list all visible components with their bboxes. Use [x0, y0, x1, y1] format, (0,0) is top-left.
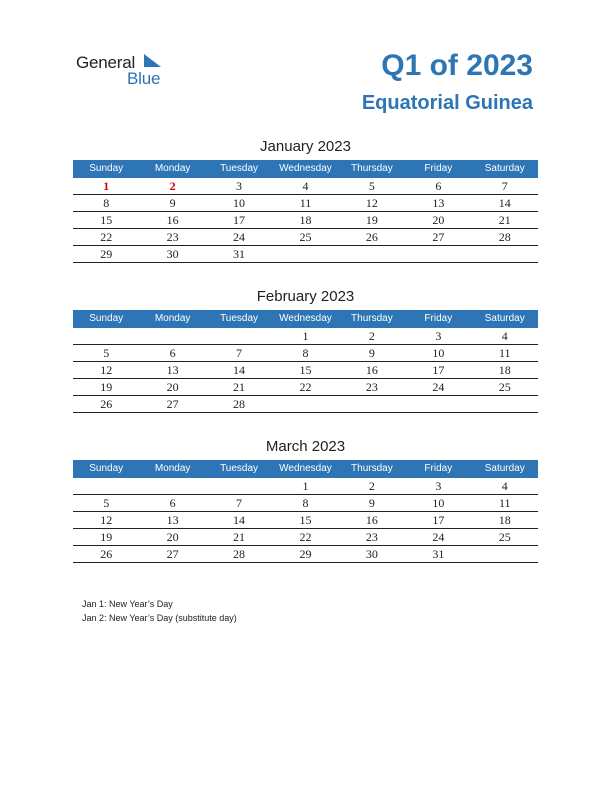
- day-cell: 15: [100, 213, 113, 227]
- week-row: [73, 345, 538, 362]
- empty-day-cell: [73, 478, 139, 494]
- day-cell: 23: [166, 230, 179, 244]
- day-cell: 31: [432, 547, 445, 561]
- day-cell: 4: [302, 179, 309, 193]
- empty-day-cell: [206, 328, 272, 344]
- month-calendar-march: [73, 437, 538, 563]
- weekday-label: Sunday: [89, 313, 124, 324]
- month-title: February 2023: [256, 288, 355, 305]
- empty-day-cell: [472, 246, 538, 262]
- day-cell: 24: [432, 380, 445, 394]
- day-cell: 28: [233, 547, 246, 561]
- day-cell: 19: [100, 380, 113, 394]
- empty-day-cell: [139, 478, 205, 494]
- day-cell: 9: [368, 496, 375, 510]
- empty-day-cell: [272, 246, 338, 262]
- day-cell: 30: [365, 547, 378, 561]
- day-cell: 25: [299, 230, 312, 244]
- weekday-label: Thursday: [351, 463, 393, 474]
- day-cell: 3: [435, 329, 442, 343]
- week-row: [73, 178, 538, 195]
- day-cell: 16: [166, 213, 179, 227]
- day-cell: 20: [432, 213, 445, 227]
- weekday-label: Saturday: [484, 313, 525, 324]
- day-cell: 18: [498, 513, 511, 527]
- empty-day-cell: [472, 546, 538, 562]
- weekday-label: Monday: [154, 463, 191, 474]
- day-cell: 7: [236, 496, 243, 510]
- day-cell: 29: [100, 247, 113, 261]
- day-cell: 27: [432, 230, 445, 244]
- day-cell: 17: [432, 363, 445, 377]
- day-cell: 10: [432, 346, 445, 360]
- day-cell: 24: [432, 530, 445, 544]
- day-cell: 12: [100, 363, 113, 377]
- empty-day-cell: [339, 246, 405, 262]
- week-row: [73, 529, 538, 546]
- brand-word-blue: Blue: [127, 69, 161, 88]
- week-row: [73, 396, 538, 413]
- week-row: [73, 379, 538, 396]
- day-cell: 14: [498, 196, 511, 210]
- day-cell: 1: [302, 479, 309, 493]
- month-grid: [73, 160, 538, 263]
- weekday-label: Tuesday: [220, 313, 259, 324]
- holiday-notes: [82, 597, 237, 625]
- day-cell: 22: [100, 230, 113, 244]
- week-row: [73, 246, 538, 263]
- weekday-label: Sunday: [89, 163, 124, 174]
- day-cell: 26: [100, 397, 113, 411]
- month-calendar-january: [73, 137, 538, 263]
- day-cell: 27: [166, 397, 179, 411]
- day-cell: 13: [166, 513, 179, 527]
- day-cell: 11: [498, 496, 511, 510]
- day-cell: 4: [501, 329, 508, 343]
- day-cell: 2: [169, 179, 176, 193]
- page-title: Q1 of 2023: [381, 49, 533, 82]
- weekday-label: Thursday: [351, 313, 393, 324]
- day-cell: 21: [498, 213, 511, 227]
- weekday-header-row: [73, 160, 538, 178]
- empty-day-cell: [139, 328, 205, 344]
- week-row: [73, 212, 538, 229]
- day-cell: 17: [432, 513, 445, 527]
- day-cell: 21: [233, 380, 246, 394]
- weekday-label: Wednesday: [279, 463, 332, 474]
- day-cell: 5: [103, 346, 110, 360]
- month-title: March 2023: [265, 438, 346, 455]
- day-cell: 25: [498, 530, 511, 544]
- day-cell: 6: [169, 346, 176, 360]
- day-cell: 10: [233, 196, 246, 210]
- day-cell: 31: [233, 247, 246, 261]
- empty-day-cell: [272, 396, 338, 412]
- day-cell: 24: [233, 230, 246, 244]
- empty-day-cell: [339, 396, 405, 412]
- day-cell: 18: [299, 213, 312, 227]
- weekday-label: Wednesday: [279, 163, 332, 174]
- holiday-note: Jan 2: New Year’s Day (substitute day): [82, 613, 237, 623]
- month-title: January 2023: [260, 138, 351, 155]
- day-cell: 8: [302, 496, 309, 510]
- day-cell: 14: [233, 513, 246, 527]
- day-cell: 2: [368, 479, 375, 493]
- weekday-label: Saturday: [484, 463, 525, 474]
- week-row: [73, 229, 538, 246]
- day-cell: 26: [100, 547, 113, 561]
- week-row: [73, 495, 538, 512]
- day-cell: 11: [498, 346, 511, 360]
- brand-word-general: General: [76, 53, 136, 72]
- day-cell: 15: [299, 363, 312, 377]
- empty-day-cell: [472, 396, 538, 412]
- day-cell: 30: [166, 247, 179, 261]
- weekday-label: Monday: [154, 163, 191, 174]
- day-cell: 6: [435, 179, 442, 193]
- day-cell: 5: [368, 179, 375, 193]
- day-cell: 9: [169, 196, 176, 210]
- day-cell: 16: [365, 363, 378, 377]
- day-cell: 15: [299, 513, 312, 527]
- day-cell: 22: [299, 530, 312, 544]
- weekday-label: Friday: [424, 313, 453, 324]
- weekday-header-row: [73, 310, 538, 328]
- day-cell: 13: [432, 196, 445, 210]
- weekday-label: Friday: [424, 163, 453, 174]
- week-row: [73, 512, 538, 529]
- weekday-label: Friday: [424, 463, 453, 474]
- weekday-label: Sunday: [89, 463, 124, 474]
- weekday-label: Thursday: [351, 163, 393, 174]
- holiday-note: Jan 1: New Year’s Day: [82, 599, 173, 609]
- day-cell: 3: [236, 179, 243, 193]
- day-cell: 16: [365, 513, 378, 527]
- day-cell: 18: [498, 363, 511, 377]
- day-cell: 11: [299, 196, 312, 210]
- day-cell: 3: [435, 479, 442, 493]
- week-row: [73, 478, 538, 495]
- month-grid: [73, 460, 538, 563]
- weekday-label: Tuesday: [220, 163, 259, 174]
- day-cell: 6: [169, 496, 176, 510]
- day-cell: 1: [302, 329, 309, 343]
- day-cell: 8: [103, 196, 110, 210]
- week-row: [73, 195, 538, 212]
- empty-day-cell: [73, 328, 139, 344]
- weekday-header-row: [73, 460, 538, 478]
- day-cell: 10: [432, 496, 445, 510]
- day-cell: 21: [233, 530, 246, 544]
- brand-flag-icon: [140, 53, 162, 69]
- day-cell: 19: [365, 213, 378, 227]
- day-cell: 13: [166, 363, 179, 377]
- day-cell: 7: [501, 179, 508, 193]
- day-cell: 23: [365, 530, 378, 544]
- day-cell: 2: [368, 329, 375, 343]
- day-cell: 14: [233, 363, 246, 377]
- day-cell: 20: [166, 380, 179, 394]
- day-cell: 12: [100, 513, 113, 527]
- empty-day-cell: [206, 478, 272, 494]
- month-grid: [73, 310, 538, 413]
- day-cell: 20: [166, 530, 179, 544]
- day-cell: 28: [233, 397, 246, 411]
- day-cell: 29: [299, 547, 312, 561]
- day-cell: 25: [498, 380, 511, 394]
- month-calendar-february: [73, 287, 538, 413]
- brand-logo: [76, 52, 186, 88]
- day-cell: 22: [299, 380, 312, 394]
- empty-day-cell: [405, 396, 471, 412]
- day-cell: 1: [103, 179, 110, 193]
- day-cell: 5: [103, 496, 110, 510]
- day-cell: 9: [368, 346, 375, 360]
- day-cell: 8: [302, 346, 309, 360]
- day-cell: 23: [365, 380, 378, 394]
- weekday-label: Wednesday: [279, 313, 332, 324]
- weekday-label: Monday: [154, 313, 191, 324]
- day-cell: 19: [100, 530, 113, 544]
- weekday-label: Tuesday: [220, 463, 259, 474]
- day-cell: 28: [498, 230, 511, 244]
- empty-day-cell: [405, 246, 471, 262]
- day-cell: 4: [501, 479, 508, 493]
- page-subtitle: Equatorial Guinea: [361, 92, 533, 114]
- day-cell: 7: [236, 346, 243, 360]
- week-row: [73, 546, 538, 563]
- day-cell: 12: [365, 196, 378, 210]
- week-row: [73, 362, 538, 379]
- day-cell: 27: [166, 547, 179, 561]
- weekday-label: Saturday: [484, 163, 525, 174]
- week-row: [73, 328, 538, 345]
- day-cell: 17: [233, 213, 246, 227]
- day-cell: 26: [365, 230, 378, 244]
